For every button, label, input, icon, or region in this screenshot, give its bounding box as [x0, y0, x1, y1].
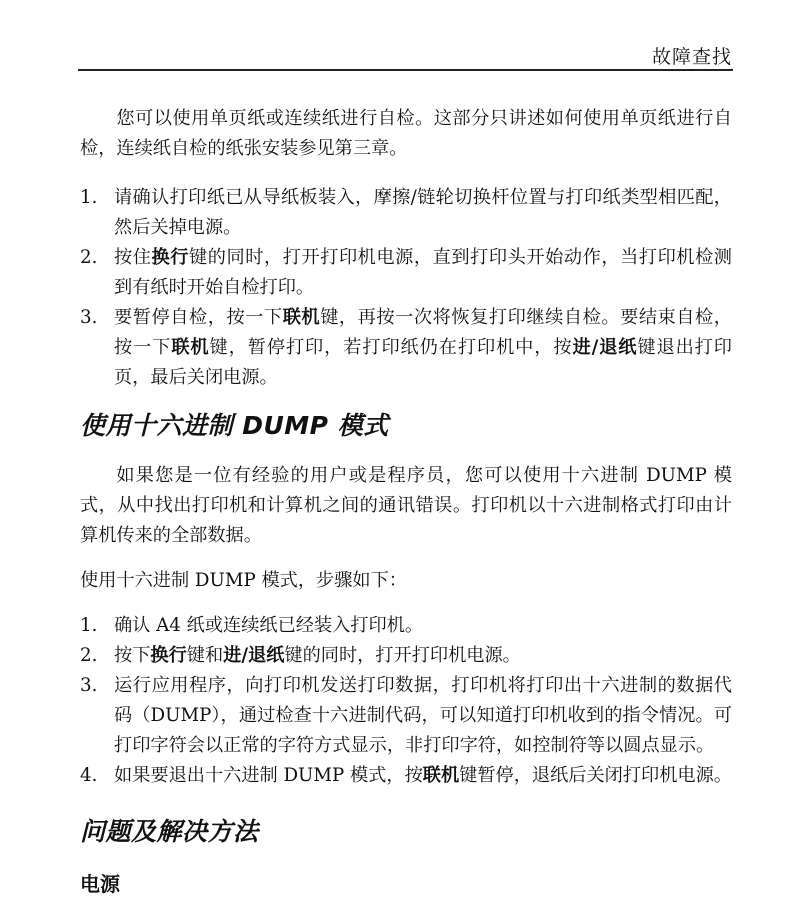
- hex-dump-steps: [80, 611, 732, 791]
- step-number: 3.: [80, 675, 98, 696]
- step-text: 键的同时，打开打印机电源，直到打印头开始动作，当打印机检测到有纸时开始自检打印。: [114, 247, 732, 298]
- page-header: [0, 0, 800, 70]
- step-text: 按下: [114, 645, 151, 666]
- section-heading-hex-dump: 使用十六进制 DUMP 模式: [80, 411, 389, 440]
- hex-dump-section: [80, 411, 732, 791]
- subheading-power: 电源: [80, 872, 120, 896]
- list-item: [80, 641, 732, 671]
- step-text: 要暂停自检，按一下: [114, 307, 283, 328]
- step-text: 键退出打印页，最后关闭电源。: [114, 337, 732, 388]
- key-name: 换行: [151, 247, 189, 268]
- page-content: [80, 104, 732, 899]
- list-item: [80, 183, 732, 243]
- problems-section: [80, 817, 732, 899]
- list-item: [80, 671, 732, 761]
- step-text: 键的同时，打开打印机电源。: [284, 645, 521, 666]
- step-number: 1.: [80, 615, 98, 636]
- hex-dump-intro: 如果您是一位有经验的用户或是程序员，您可以使用十六进制 DUMP 模式，从中找出打印机和计算机之间的通讯错误。打印机以十六进制格式打印由计算机传来的全部数据。: [80, 465, 732, 546]
- key-name: 联机: [422, 765, 460, 786]
- key-name: 进/退纸: [572, 337, 638, 358]
- step-text: 键，再按一次将恢复打印继续自检。要结束自检，按一下: [114, 307, 732, 358]
- self-test-steps: [80, 183, 732, 393]
- step-text: 按住: [114, 247, 152, 268]
- step-text: 键和: [186, 645, 224, 666]
- key-name: 换行: [150, 645, 187, 666]
- step-number: 4.: [80, 765, 98, 786]
- hex-dump-steps-intro: 使用十六进制 DUMP 模式，步骤如下：: [80, 570, 407, 591]
- key-name: 联机: [282, 307, 321, 328]
- step-text: 运行应用程序，向打印机发送打印数据，打印机将打印出十六进制的数据代码（DUMP），通过检查十六进制代码，可以知道打印机收到的指令情况。可打印字符会以正常的字符方式显示，非打印字符，如控制符等以圆点显示。: [114, 675, 732, 756]
- step-text: 如果要退出十六进制 DUMP 模式，按: [114, 765, 423, 786]
- step-text: 键，暂停打印，若打印纸仍在打印机中，按: [209, 337, 573, 358]
- step-number: 1.: [80, 187, 98, 208]
- step-text: 确认 A4 纸或连续纸已经装入打印机。: [114, 615, 424, 636]
- self-test-section: [80, 104, 732, 393]
- list-item: [80, 611, 732, 641]
- key-name: 进/退纸: [223, 645, 285, 666]
- step-text: 键暂停，退纸后关闭打印机电源。: [459, 765, 732, 786]
- step-number: 3.: [80, 307, 98, 328]
- list-item: [80, 243, 732, 303]
- step-text: 请确认打印纸已从导纸板装入，摩擦/链轮切换杆位置与打印纸类型相匹配，然后关掉电源。: [114, 187, 732, 238]
- self-test-intro: 您可以使用单页纸或连续纸进行自检。这部分只讲述如何使用单页纸进行自检，连续纸自检的纸张安装参见第三章。: [80, 108, 732, 159]
- list-item: [80, 761, 732, 791]
- section-heading-problems: 问题及解决方法: [80, 817, 259, 846]
- key-name: 联机: [171, 337, 210, 358]
- step-number: 2.: [80, 645, 98, 666]
- list-item: [80, 303, 732, 393]
- running-header-title: 故障查找: [651, 46, 732, 68]
- header-rule: [78, 69, 733, 71]
- step-number: 2.: [80, 247, 98, 268]
